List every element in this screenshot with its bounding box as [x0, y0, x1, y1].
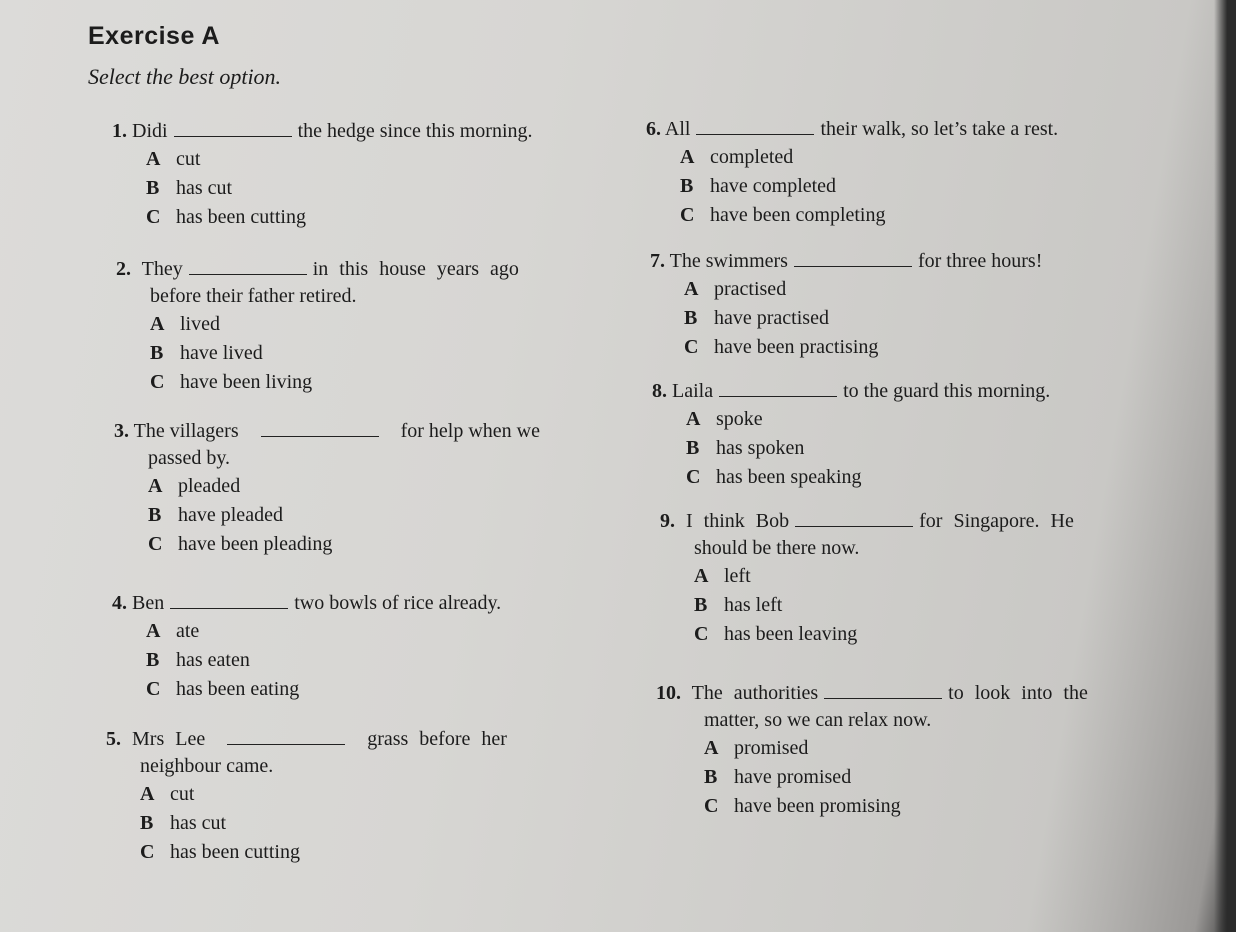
- option-a[interactable]: A lived: [150, 313, 220, 335]
- option-b[interactable]: B have practised: [684, 307, 829, 329]
- option-c[interactable]: C have been living: [150, 371, 313, 393]
- question-8: 8. Laila to the guard this morning. A spoke B has spoken C has been speaking: [652, 378, 1212, 492]
- option-b[interactable]: B have pleaded: [148, 504, 283, 526]
- answer-blank[interactable]: [227, 727, 345, 745]
- option-a[interactable]: A pleaded: [148, 475, 241, 497]
- question-2: 2. They in this house years ago before their father retired. A lived B have lived C have been living: [116, 256, 616, 397]
- answer-blank[interactable]: [794, 249, 912, 267]
- answer-blank[interactable]: [261, 419, 379, 437]
- option-a[interactable]: A cut: [146, 148, 201, 170]
- option-a[interactable]: A left: [694, 565, 751, 587]
- option-c[interactable]: C have been pleading: [148, 533, 333, 555]
- option-a[interactable]: A cut: [140, 783, 195, 805]
- question-7: 7. The swimmers for three hours! A practised B have practised C have been practising: [650, 248, 1210, 362]
- option-b[interactable]: B has cut: [146, 177, 233, 199]
- option-b[interactable]: B have completed: [680, 175, 837, 197]
- option-b[interactable]: B has spoken: [686, 437, 805, 459]
- option-a[interactable]: A practised: [684, 278, 787, 300]
- option-c[interactable]: C have been promising: [704, 795, 901, 817]
- answer-blank[interactable]: [174, 119, 292, 137]
- answer-blank[interactable]: [170, 591, 288, 609]
- question-9: 9. I think Bob for Singapore. He should be there now. A left B has left C has been leaving: [660, 508, 1220, 649]
- option-c[interactable]: C has been speaking: [686, 466, 862, 488]
- option-a[interactable]: A spoke: [686, 408, 763, 430]
- question-3: 3. The villagers for help when we passed by. A pleaded B have pleaded C have been pleading: [114, 418, 614, 559]
- question-4: 4. Ben two bowls of rice already. A ate B has eaten C has been eating: [112, 590, 612, 704]
- exercise-heading: Exercise A: [88, 22, 220, 50]
- question-1: 1. Didi the hedge since this morning. A cut B has cut C has been cutting: [112, 118, 612, 232]
- answer-blank[interactable]: [824, 681, 942, 699]
- page-edge-shadow: [1214, 0, 1236, 932]
- answer-blank[interactable]: [696, 117, 814, 135]
- question-10: 10. The authorities to look into the matter, so we can relax now. A promised B have promised C have been promising: [656, 680, 1216, 821]
- question-6: 6. All their walk, so let’s take a rest. A completed B have completed C have been completing: [646, 116, 1206, 230]
- option-a[interactable]: A completed: [680, 146, 794, 168]
- option-a[interactable]: A promised: [704, 737, 809, 759]
- exercise-instruction: Select the best option.: [88, 64, 282, 89]
- option-b[interactable]: B has left: [694, 594, 783, 616]
- option-c[interactable]: C has been cutting: [146, 206, 306, 228]
- option-b[interactable]: B have promised: [704, 766, 852, 788]
- answer-blank[interactable]: [719, 379, 837, 397]
- answer-blank[interactable]: [795, 509, 913, 527]
- option-c[interactable]: C have been completing: [680, 204, 886, 226]
- option-a[interactable]: A ate: [146, 620, 200, 642]
- option-c[interactable]: C has been leaving: [694, 623, 858, 645]
- answer-blank[interactable]: [189, 257, 307, 275]
- option-c[interactable]: C has been eating: [146, 678, 300, 700]
- option-b[interactable]: B has eaten: [146, 649, 250, 671]
- option-c[interactable]: C have been practising: [684, 336, 879, 358]
- option-c[interactable]: C has been cutting: [140, 841, 300, 863]
- option-b[interactable]: B has cut: [140, 812, 227, 834]
- question-5: 5. Mrs Lee grass before her neighbour came. A cut B has cut C has been cutting: [106, 726, 606, 867]
- option-b[interactable]: B have lived: [150, 342, 263, 364]
